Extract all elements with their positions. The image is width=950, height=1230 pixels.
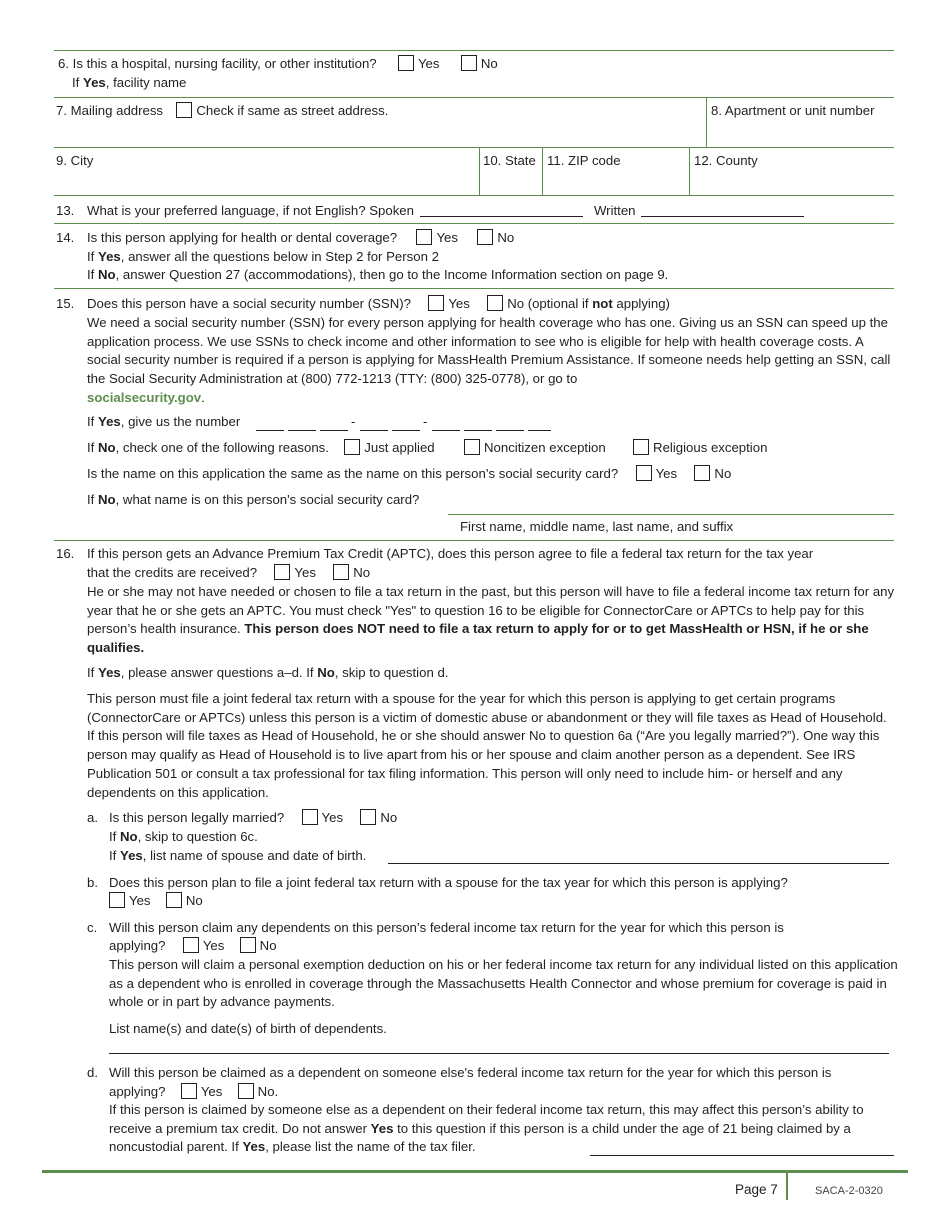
q16a-skip-text: , skip to question 6c.: [137, 829, 258, 844]
q7-label: 7. Mailing address: [56, 103, 164, 118]
q12-label: 12. County: [694, 153, 758, 168]
cell-divider: [479, 147, 480, 195]
q16a-list: [109, 847, 366, 865]
cell-divider: [706, 97, 707, 147]
q16d-body-end: , please list the name of the tax filer.: [265, 1139, 476, 1155]
card-name-prompt: , what name is on this person's social security card?: [115, 492, 420, 507]
q16a-yes-label: Yes: [321, 810, 344, 825]
q16a-no-checkbox[interactable]: [360, 809, 376, 825]
q16-if: If: [87, 665, 98, 680]
q13-question: What is your preferred language, if not English? Spoken: [87, 203, 414, 218]
q8-label: 8. Apartment or unit number: [711, 103, 875, 118]
ssn-row: [87, 413, 240, 431]
reason-no-bold: No: [98, 440, 116, 455]
q16-yes-checkbox[interactable]: [274, 564, 290, 580]
q16b-options: [109, 892, 203, 910]
spouse-name-field[interactable]: [388, 863, 889, 864]
card-name-no-bold: No: [98, 492, 116, 507]
q16b-no-checkbox[interactable]: [166, 892, 182, 908]
q6-no-label: No: [480, 56, 498, 71]
q16d-letter: d.: [87, 1065, 98, 1080]
q16d-body-mid: to this question if this person is a child under the age of 21 being claimed by a noncustodial parent. If: [109, 1120, 851, 1155]
ssn-prompt: , give us the number: [120, 414, 241, 429]
no-ssn-reasons-row: [87, 439, 767, 457]
q16c-explanation: This person will claim a personal exemption deduction on his or her federal income tax return for any individual listed on this application as a dependent who is enrolled in coverage through the Massachusetts Health Connector and whose premium for coverage is paid in whole or in part by advance payments.: [109, 957, 898, 1010]
q7-same-address-checkbox[interactable]: [176, 102, 192, 118]
cell-divider: [542, 147, 543, 195]
q14-question: Is this person applying for health or dental coverage?: [87, 230, 398, 245]
q16c-no-label: No: [259, 938, 277, 953]
q16-body-bold: This person does NOT need to file a tax return to apply for or to get MassHealth or HSN, if he or she qualifies.: [87, 621, 869, 656]
q15-num: 15.: [56, 296, 75, 311]
ssa-link[interactable]: socialsecurity.gov: [87, 389, 202, 405]
q16d-row: [109, 1083, 278, 1101]
q7-same-address-label: Check if same as street address.: [196, 103, 389, 118]
q6-facility-label: , facility name: [105, 75, 187, 90]
q14-num: 14.: [56, 230, 75, 245]
q16-num: 16.: [56, 546, 75, 561]
q15-question: Does this person have a social security number (SSN)?: [87, 296, 411, 311]
divider: [54, 288, 894, 289]
q16a-row: [109, 809, 397, 827]
q15-yes-checkbox[interactable]: [428, 295, 444, 311]
q16d-question-line1: Will this person be claimed as a dependent on someone else's federal income tax return for the year for which this person is: [109, 1065, 832, 1080]
same-name-yes-checkbox[interactable]: [636, 465, 652, 481]
q16d-question-line2: applying?: [109, 1084, 166, 1099]
ssn-digit[interactable]: [288, 430, 316, 431]
ssn-digit[interactable]: [528, 430, 551, 431]
q16d-explanation: [109, 1101, 899, 1157]
q14-if: If: [87, 267, 98, 282]
q11-label: 11. ZIP code: [547, 153, 621, 168]
q16a-letter: a.: [87, 810, 98, 825]
q16a-yes-bold: Yes: [120, 848, 143, 863]
cell-divider: [689, 147, 690, 195]
ssn-card-name-row: [87, 491, 419, 509]
q16d-yes-bold: Yes: [370, 1120, 394, 1136]
ssn-digit[interactable]: [392, 430, 420, 431]
q15-explanation: We need a social security number (SSN) for every person applying for health coverage who has one. Giving us an SSN can speed up the application process. We use SSNs to check income and other information to see who is eligible for help with health coverage costs. A social security number is required if a person is applying for MassHealth Premium Assistance. If someone needs help getting an SSN, call the Social Security Administration at (800) 772-1213 (TTY: (800) 325-0778), or go to socialsecurity.gov.: [87, 315, 891, 405]
q16a-skip: [109, 828, 258, 846]
q16a-yes-checkbox[interactable]: [302, 809, 318, 825]
form-code: SACA-2-0320: [815, 1185, 883, 1197]
q16a-question: Is this person legally married?: [109, 810, 285, 825]
q14-row: [87, 229, 514, 247]
q16-question-line2: that the credits are received?: [87, 565, 258, 580]
q16-instr-end: , skip to question d.: [334, 665, 449, 680]
q16a-list-text: , list name of spouse and date of birth.: [142, 848, 367, 863]
q16b-yes-checkbox[interactable]: [109, 892, 125, 908]
ssn-dash: -: [423, 414, 428, 429]
q13-row: [87, 202, 804, 220]
ssn-digit[interactable]: [256, 430, 284, 431]
q15-no-label: No (optional if: [507, 296, 593, 311]
same-name-yes-label: Yes: [655, 466, 678, 481]
q14-yes-label: Yes: [436, 230, 458, 245]
ssn-digit[interactable]: [464, 430, 492, 431]
q15-no-bold: not: [592, 296, 613, 311]
q16-question-line1: If this person gets an Advance Premium Tax Credit (APTC), does this person agree to file a federal tax return for the tax year: [87, 546, 814, 561]
q6-facility-row: [72, 74, 186, 92]
q16d-no-label: No.: [257, 1084, 279, 1099]
q15-yes-label: Yes: [448, 296, 470, 311]
q9-label: 9. City: [56, 153, 94, 168]
q16-instr-mid: , please answer questions a–d. If: [120, 665, 318, 680]
divider: [54, 223, 894, 224]
q16c-question-line1: Will this person claim any dependents on this person’s federal income tax return for the year for which this person is: [109, 920, 784, 935]
name-caption: First name, middle name, last name, and suffix: [460, 519, 734, 534]
q16-yes-label: Yes: [294, 565, 316, 580]
q6-question: 6. Is this a hospital, nursing facility, or other institution?: [58, 56, 377, 71]
q16-no-bold: No: [317, 665, 335, 680]
q16c-list-prompt: List name(s) and date(s) of birth of dependents.: [109, 1021, 387, 1036]
q14-yes-checkbox[interactable]: [416, 229, 432, 245]
ssn-if: If: [87, 414, 98, 429]
ssn-digit[interactable]: [432, 430, 460, 431]
q16c-question-line2: applying?: [109, 938, 166, 953]
divider: [54, 540, 894, 541]
q6-yes-label: Yes: [417, 56, 440, 71]
q16a-if: If: [109, 848, 120, 863]
q15-no-checkbox[interactable]: [487, 295, 503, 311]
q16c-row: [109, 937, 277, 955]
q16d-yes-label: Yes: [200, 1084, 223, 1099]
reason-prompt: , check one of the following reasons.: [115, 440, 329, 455]
q13-written-label: Written: [593, 203, 636, 218]
q16-no-checkbox[interactable]: [333, 564, 349, 580]
reason-if: If: [87, 440, 98, 455]
noncitizen-exception-label: Noncitizen exception: [484, 440, 606, 455]
q7-row: [56, 102, 388, 120]
q14-yes-bold: Yes: [98, 249, 121, 264]
q13-num: 13.: [56, 203, 75, 218]
divider: [54, 50, 894, 51]
noncitizen-exception-checkbox[interactable]: [464, 439, 480, 455]
same-name-row: [87, 465, 731, 483]
q14-no-label: No: [497, 230, 515, 245]
q16c-yes-checkbox[interactable]: [183, 937, 199, 953]
tax-filer-name-field[interactable]: [590, 1155, 894, 1156]
q16-explanation: [87, 583, 895, 658]
q6-if: If: [72, 75, 80, 90]
divider: [54, 147, 894, 148]
q16-no-label: No: [353, 565, 371, 580]
q14-no-instruction: , answer Question 27 (accommodations), then go to the Income Information section on page 9.: [115, 267, 669, 282]
q16b-yes-label: Yes: [129, 893, 151, 908]
q6-if-yes: Yes: [83, 75, 106, 90]
q16d-no-checkbox[interactable]: [238, 1083, 254, 1099]
q16-question-line2-row: [87, 564, 370, 582]
q16b-no-label: No: [185, 893, 203, 908]
ssn-digit[interactable]: [320, 430, 348, 431]
just-applied-label: Just applied: [364, 440, 435, 455]
same-name-no-label: No: [714, 466, 732, 481]
q6-row: [58, 55, 498, 73]
ssn-dash: -: [351, 414, 356, 429]
q16a-no-bold: No: [120, 829, 138, 844]
divider: [54, 97, 894, 98]
spoken-language-field[interactable]: [420, 216, 583, 217]
ssn-digit[interactable]: [360, 430, 388, 431]
q16c-no-checkbox[interactable]: [240, 937, 256, 953]
divider: [54, 195, 894, 196]
q15-row: [87, 295, 670, 313]
q15-body-text: We need a social security number (SSN) for every person applying for health coverage who has one. Giving us an SSN can speed up the application process. We use SSNs to check income and other information to see who is eligible for help with health coverage costs. A social security number is required if a person is applying for MassHealth Premium Assistance. If someone needs help getting an SSN, call the Social Security Administration at (800) 772-1213 (TTY: (800) 325-0778), or go to: [87, 315, 891, 387]
q14-if-yes: [87, 248, 439, 266]
joint-return-explanation: This person must file a joint federal tax return with a spouse for the year for which this person is applying to get certain programs (ConnectorCare or APTCs) unless this person is a victim of domestic abuse or abandonment or they will file taxes as Head of Household. If this person will file taxes as Head of Household, he or she should answer No to question 6a (“Are you legally married?”). One way this person may qualify as Head of Household is to live apart from his or her spouse and claim another person as a dependent. See IRS Publication 501 or consult a tax professional for tax filing information. This person will only need to include him- or herself and any dependents on this application.: [87, 691, 887, 800]
footer-rule: [42, 1170, 908, 1173]
q16a-if: If: [109, 829, 120, 844]
q16d-yes-checkbox[interactable]: [181, 1083, 197, 1099]
q15-no-label-end: applying): [612, 296, 670, 311]
q16d-body-start: If this person is claimed by someone else as a dependent on their federal income tax return, this may affect this person’s ability to receive a premium tax credit. Do not answer: [109, 1102, 864, 1136]
q16b-letter: b.: [87, 875, 98, 890]
religious-exception-label: Religious exception: [653, 440, 768, 455]
ssn-digit[interactable]: [496, 430, 524, 431]
same-name-no-checkbox[interactable]: [694, 465, 710, 481]
q14-no-bold: No: [98, 267, 116, 282]
ssn-yes-bold: Yes: [98, 414, 121, 429]
just-applied-checkbox[interactable]: [344, 439, 360, 455]
q16a-no-label: No: [380, 810, 398, 825]
q16-yes-bold: Yes: [98, 665, 121, 680]
q6-yes-checkbox[interactable]: [398, 55, 414, 71]
q10-label: 10. State: [483, 153, 536, 168]
q16d-yes-bold2: Yes: [242, 1139, 266, 1155]
q16b-question: Does this person plan to file a joint federal tax return with a spouse for the tax year for which this person is applying?: [109, 875, 788, 890]
q16-answer-instruction: [87, 664, 448, 682]
written-language-field[interactable]: [641, 216, 804, 217]
footer-divider: [786, 1173, 788, 1200]
same-name-question: Is the name on this application the same as the name on this person’s social security card?: [87, 466, 619, 481]
q16c-yes-label: Yes: [202, 938, 225, 953]
q14-yes-instruction: , answer all the questions below in Step 2 for Person 2: [120, 249, 439, 264]
page-number: Page 7: [735, 1182, 778, 1197]
q14-no-checkbox[interactable]: [477, 229, 493, 245]
q16c-letter: c.: [87, 920, 98, 935]
card-name-if: If: [87, 492, 98, 507]
q14-if-no: [87, 266, 668, 284]
q6-no-checkbox[interactable]: [461, 55, 477, 71]
q16-body-text: He or she may not have needed or chosen to file a tax return in the past, but this person will have to file a federal income tax return for any year that he or she gets an APTC. You must check "Yes" to question 16 to be eligible for ConnectorCare or APTCs to help pay for this person’s health insurance.: [87, 584, 895, 637]
dependents-field[interactable]: [109, 1053, 889, 1054]
religious-exception-checkbox[interactable]: [633, 439, 649, 455]
q14-if: If: [87, 249, 98, 264]
ssn-card-name-field[interactable]: [448, 514, 894, 515]
